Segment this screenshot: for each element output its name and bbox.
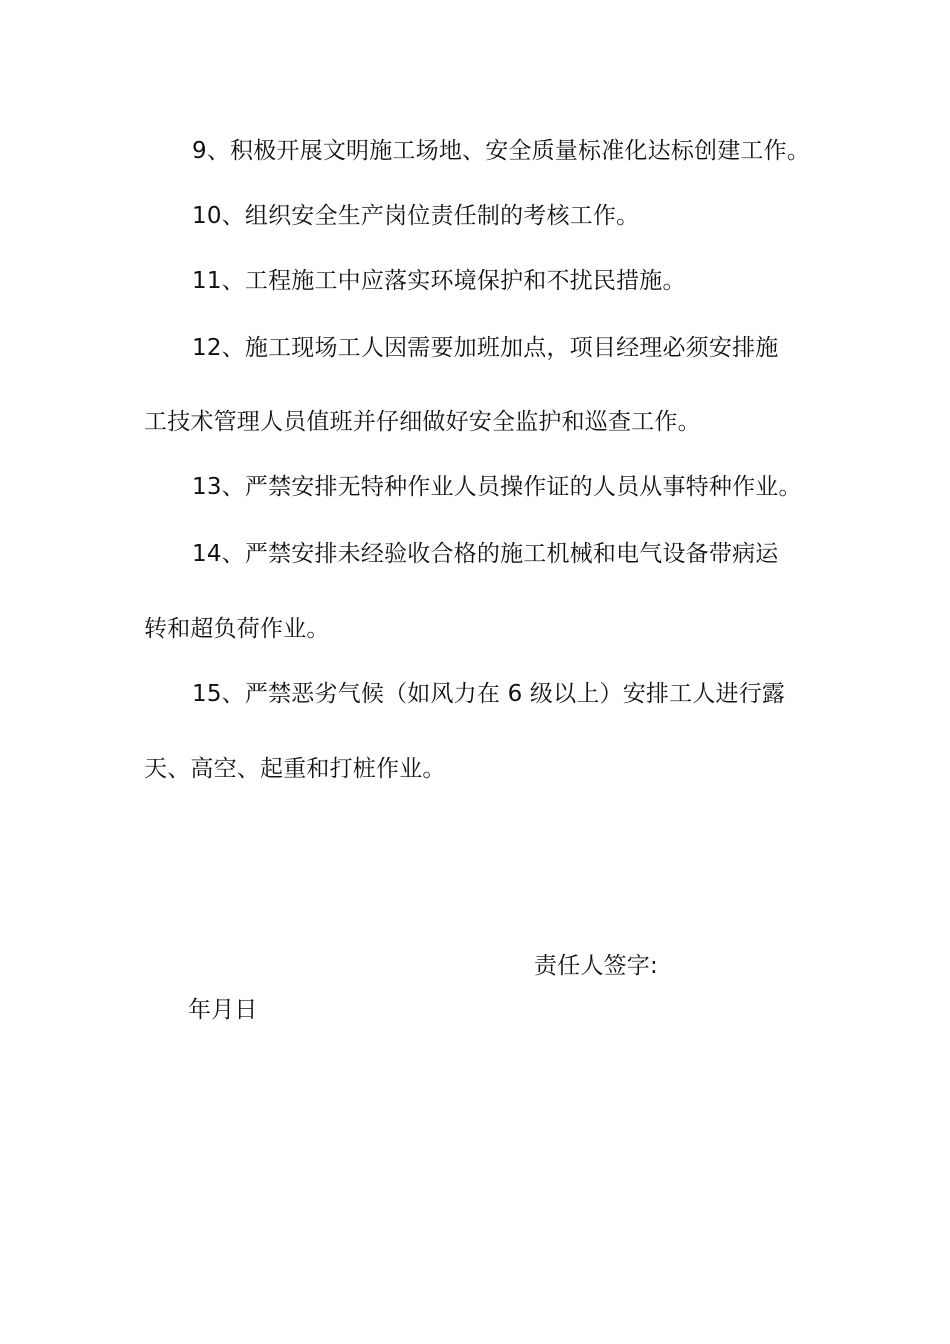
- item-9: 9、积极开展文明施工场地、安全质量标准化达标创建工作。: [192, 138, 811, 164]
- item-12-continuation: 工技术管理人员值班并仔细做好安全监护和巡查工作。: [144, 409, 701, 435]
- item-12: 12、施工现场工人因需要加班加点，项目经理必须安排施: [192, 335, 779, 361]
- item-15: 15、严禁恶劣气候（如风力在 6 级以上）安排工人进行露: [192, 681, 786, 707]
- item-10: 10、组织安全生产岗位责任制的考核工作。: [192, 203, 640, 229]
- date-label: 年月日: [188, 997, 258, 1023]
- item-11: 11、工程施工中应落实环境保护和不扰民措施。: [192, 268, 686, 294]
- signature-label: 责任人签字:: [534, 953, 658, 979]
- item-14: 14、严禁安排未经验收合格的施工机械和电气设备带病运: [192, 541, 779, 567]
- item-15-continuation: 天、高空、起重和打桩作业。: [144, 756, 446, 782]
- item-13: 13、严禁安排无特种作业人员操作证的人员从事特种作业。: [192, 474, 802, 500]
- item-14-continuation: 转和超负荷作业。: [144, 616, 330, 642]
